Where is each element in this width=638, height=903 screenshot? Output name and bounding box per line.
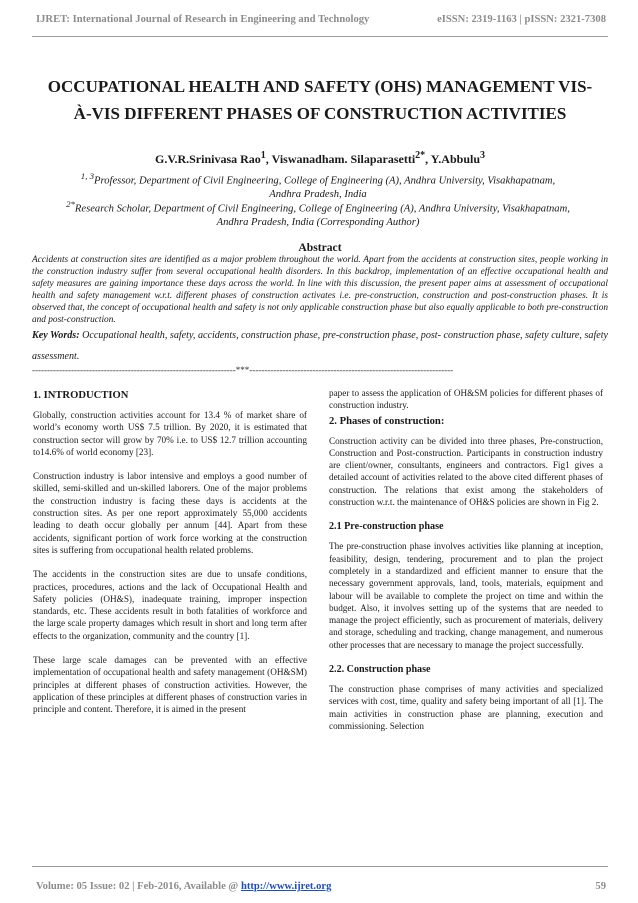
journal-name: IJRET: International Journal of Research in Engineering and Technology: [36, 14, 370, 25]
paragraph: The pre-construction phase involves activities like planning at inception, feasibility, design, tendering, procurement and to plan the project completely in a standardized and efficient manner to ensure that the necessary government approvals, land, tools, materials, equipment and labour will be available to complete the project on time and within the budget. Also, it involves setting up of the systems that are needed to manage the project efficiently, such as procurement of materials, delivery and storage, scheduling and tracking, change management, and numerous other processes that are necessary to manage the project successfully.: [329, 541, 603, 650]
author-sup: 2*: [415, 150, 426, 161]
abstract-text: Accidents at construction sites are identified as a major problem throughout the world. Apart from the accidents at construction sites, people working in the construction industry suffer from several occupational health disorders. In this backdrop, implementation of an effective occupational health and safety measures are gaining importance these days across the world. In line with this discussion, the present paper aims at assessment of occupational health and safety management w.r.t. different phases of construction activates i.e. pre-construction, construction and post-construction phases. It is observed that, the concept of occupational health and safety is not only applicable construction phase but also equally applicable to both pre-construction and post-construction.: [32, 255, 608, 326]
keywords-label: Key Words:: [32, 330, 80, 341]
affiliation: [24, 170, 612, 202]
affiliation-sup: 1, 3: [80, 171, 95, 181]
section-separator: --------------------------------------------------------------------***--------------------------------------------------------------------: [32, 365, 454, 375]
section-heading: 1. INTRODUCTION: [33, 390, 129, 401]
author-name: G.V.R.Srinivasa Rao: [155, 152, 261, 166]
paragraph: These large scale damages can be prevented with an effective implementation of occupational health and safety management (OH&SM) principles at different phases of construction activities. However, the application of these principles at different phases of construction varies in principle and content. Therefore, it is aimed in the present: [33, 655, 307, 715]
left-column: [33, 389, 307, 728]
section-heading: 2. Phases of construction:: [329, 415, 445, 427]
author-sup: 1: [260, 150, 266, 161]
title-line-2: À-VIS DIFFERENT PHASES OF CONSTRUCTION ACTIVITIES: [73, 104, 567, 123]
affiliation-line: Andhra Pradesh, India (Corresponding Author): [216, 217, 420, 229]
keywords-text: Occupational health, safety, accidents, construction phase, pre-construction phase, post- construction phase, safety culture, safety assessment.: [32, 330, 609, 362]
footer-volume: Volume: 05 Issue: 02 | Feb-2016, Available @: [36, 881, 241, 892]
affiliation-sup: 2*: [66, 199, 75, 209]
subsection-heading: 2.1 Pre-construction phase: [329, 521, 444, 533]
paragraph: The accidents in the construction sites are due to unsafe conditions, practices, procedures, actions and the lack of Occupational Health and Safety policies (OH&S), inadequate training, improper inspection standards, etc. These accidents result in both fatalities of workforce and the large scale property damages which result in short and long term after effects to the organization, community and the country [1].: [33, 569, 307, 641]
paragraph: paper to assess the application of OH&SM policies for different phases of construction industry.: [329, 388, 603, 411]
author-sep: ,: [265, 152, 272, 166]
paper-title: [32, 73, 608, 127]
page-footer: [36, 881, 606, 895]
paragraph: Construction activity can be divided into three phases, Pre-construction, Construction and Post-construction. Participants in construction industry are client/owner, consultants, engineers and contractors. Fig1 gives a detailed account of activities related to the above cited different phases of construction. The relations that exist among the stakeholders of construction w.r.t. the maintenance of OH&S policies are shown in Fig 2.: [329, 435, 603, 508]
page-header: [36, 14, 606, 32]
affiliation-line: Research Scholar, Department of Civil Engineering, College of Engineering (A), Andhra University, Visakhapatnam,: [74, 203, 570, 215]
abstract-heading: Abstract: [298, 241, 342, 254]
author-sep: ,: [425, 152, 431, 166]
paragraph: Globally, construction activities account for 13.4 % of market share of world’s economy worth US$ 7.5 trillion. By 2020, it is estimated that construction sector will grow by 70% i.e. to US$ 12.7 trillion accounting to14.6% of world economy [23].: [33, 410, 307, 457]
paragraph: Construction industry is labor intensive and employs a good number of skilled, semi-skilled and un-skilled laborers. One of the major problems the construction industry is facing these days is accidents at the construction sites. As per one report approximately 55,000 accidents leading to death occur globally per annum [44]. Apart from these accidents, significant portion of work force working at the construction sites is suffering from occupational health related problems.: [33, 471, 307, 555]
journal-link[interactable]: http://www.ijret.org: [240, 881, 332, 892]
right-column: [329, 387, 603, 744]
footer-rule: [32, 866, 608, 867]
author-name: Viswanadham. Silaparasetti: [271, 152, 416, 166]
header-rule: [32, 36, 608, 37]
author-list: [32, 148, 608, 167]
title-line-1: OCCUPATIONAL HEALTH AND SAFETY (OHS) MANAGEMENT VIS-: [47, 77, 593, 96]
affiliation-line: Professor, Department of Civil Engineering, College of Engineering (A), Andhra University, Visakhapatnam,: [94, 175, 556, 187]
journal-issn: eISSN: 2319-1163 | pISSN: 2321-7308: [437, 14, 606, 25]
keywords: [32, 325, 608, 367]
author-name: Y.Abbulu: [430, 152, 480, 166]
affiliation: [24, 198, 612, 230]
page-number: 59: [595, 881, 606, 892]
paragraph: The construction phase comprises of many activities and specialized services with cost, time, quality and safety being important of all [1]. The main activities in construction phase are planning, execution and commissioning. Selection: [329, 684, 603, 731]
subsection-heading: 2.2. Construction phase: [329, 664, 431, 676]
author-sup: 3: [480, 150, 485, 161]
affiliation-line: Andhra Pradesh, India: [269, 189, 367, 201]
